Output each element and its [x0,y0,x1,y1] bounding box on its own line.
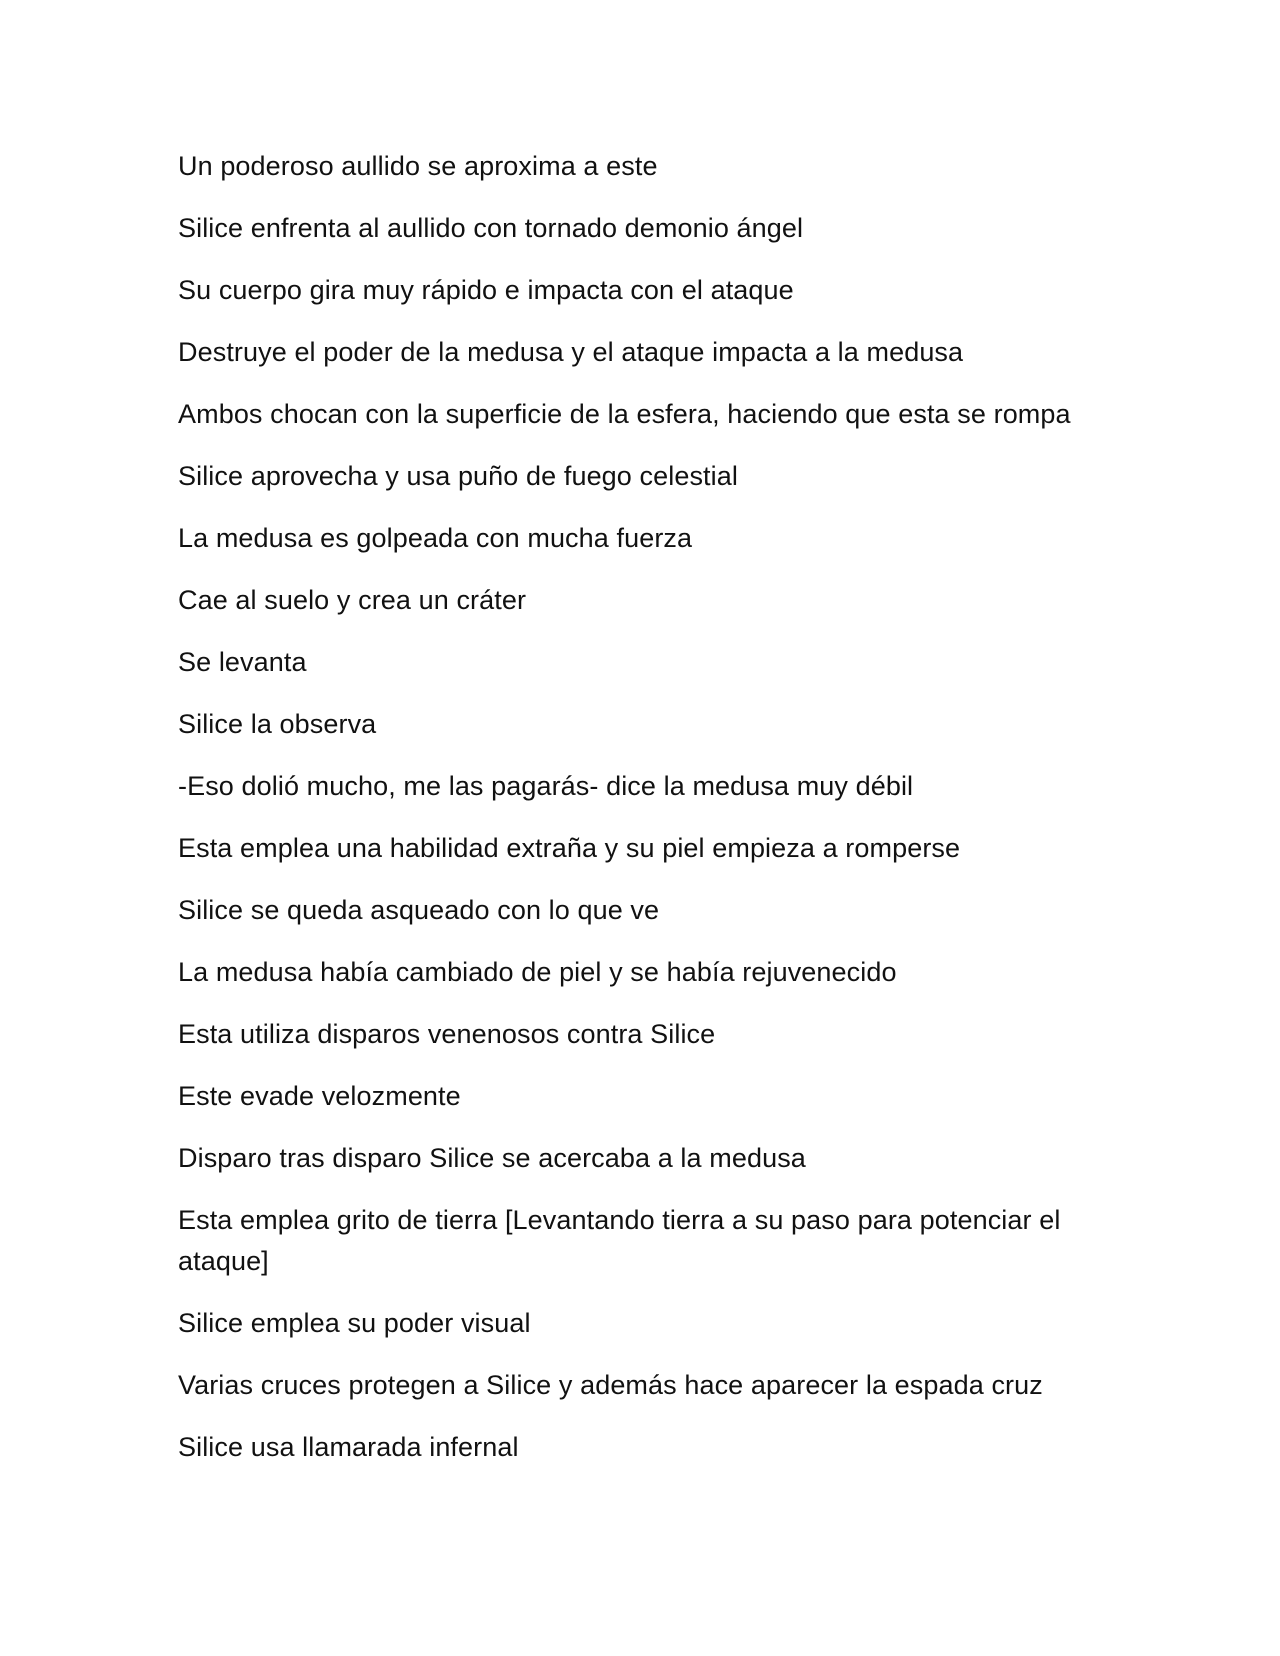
paragraph: Silice emplea su poder visual [178,1308,531,1338]
paragraph: Su cuerpo gira muy rápido e impacta con el ataque [178,275,794,305]
paragraph: Un poderoso aullido se aproxima a este [178,151,658,181]
paragraph: -Eso dolió mucho, me las pagarás- dice la medusa muy débil [178,771,914,801]
paragraph: Este evade velozmente [178,1081,461,1111]
paragraph: Silice aprovecha y usa puño de fuego celestial [178,461,738,491]
paragraph: Silice usa llamarada infernal [178,1432,519,1462]
paragraph: Esta emplea una habilidad extraña y su piel empieza a romperse [178,833,961,863]
paragraph: Silice enfrenta al aullido con tornado demonio ángel [178,213,804,243]
paragraph: La medusa había cambiado de piel y se había rejuvenecido [178,957,897,987]
paragraph: La medusa es golpeada con mucha fuerza [178,523,693,553]
paragraph: Destruye el poder de la medusa y el ataque impacta a la medusa [178,337,964,367]
paragraph: Varias cruces protegen a Silice y además hace aparecer la espada cruz [178,1370,1043,1400]
paragraph: Se levanta [178,647,307,677]
paragraph: Esta emplea grito de tierra [Levantando tierra a su paso para potenciar el ataque] [178,1205,1061,1276]
paragraph: Silice se queda asqueado con lo que ve [178,895,660,925]
document-body [178,146,1078,1489]
paragraph: Esta utiliza disparos venenosos contra Silice [178,1019,716,1049]
paragraph: Disparo tras disparo Silice se acercaba a la medusa [178,1143,806,1173]
paragraph: Silice la observa [178,709,377,739]
paragraph: Ambos chocan con la superficie de la esfera, haciendo que esta se rompa [178,399,1071,429]
paragraph: Cae al suelo y crea un cráter [178,585,527,615]
